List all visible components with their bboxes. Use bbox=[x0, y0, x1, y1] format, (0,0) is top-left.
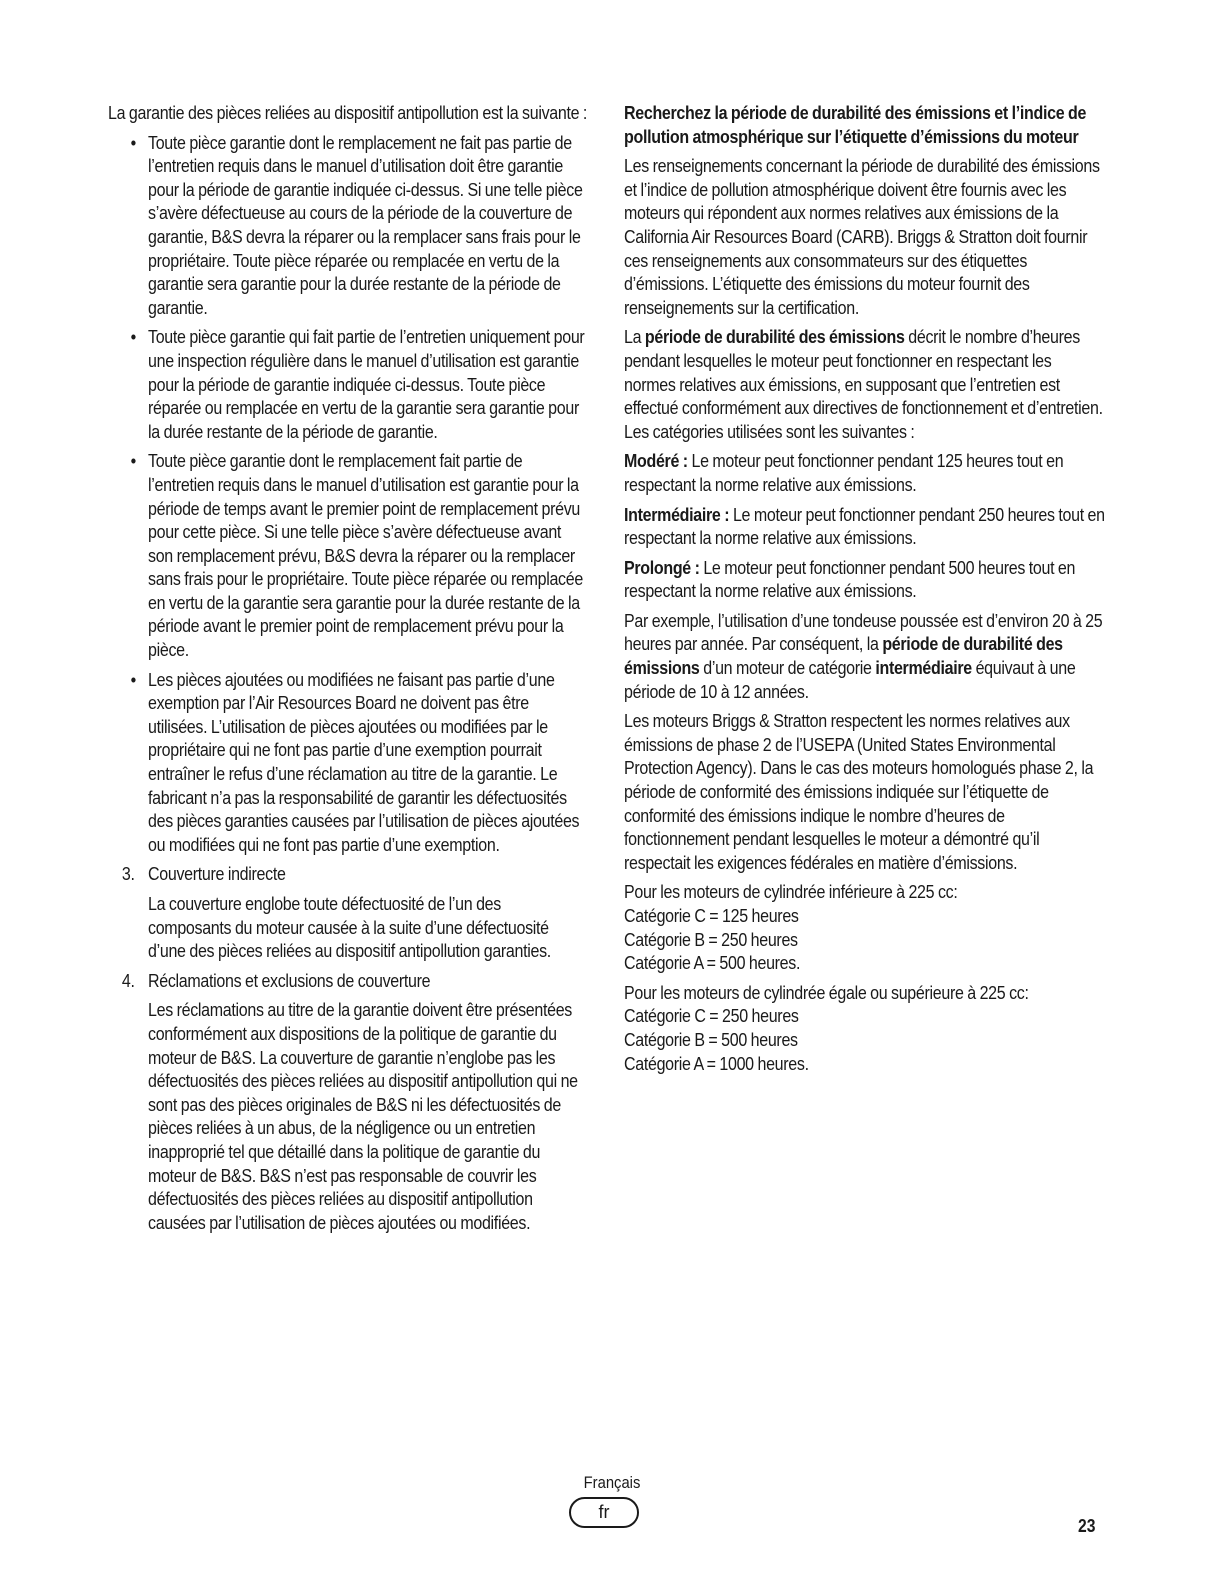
intro-paragraph: La garantie des pièces reliées au dispositif antipollution est la suivante : bbox=[108, 102, 588, 123]
categories-intro: Pour les moteurs de cylindrée égale ou supérieure à 225 cc: bbox=[624, 981, 1029, 1003]
category-line: Catégorie A = 500 heures. bbox=[624, 952, 801, 974]
category-line: Catégorie B = 500 heures bbox=[624, 1028, 798, 1050]
paragraph-example: Par exemple, l’utilisation d’une tondeuse poussée est d’environ 20 à 25 heures par année. Par conséquent, la période de durabilité des émissions d’un moteur de catégorie intermédiaire équivaut à une période de 10 à 12 années. bbox=[624, 609, 1103, 702]
category-line: Catégorie C = 250 heures bbox=[624, 1005, 799, 1027]
item-number: 4. bbox=[121, 969, 135, 991]
category-line: Catégorie B = 250 heures bbox=[624, 928, 798, 950]
language-code-badge: fr bbox=[569, 1497, 639, 1528]
bullet-item: • Toute pièce garantie dont le remplacement ne fait pas partie de l’entretien requis dans le manuel d’utilisation doit être garantie pour la période de garantie indiquée ci-dessus. Si une telle pièce s’avère défectueuse au cours de la période de la couverture de garantie, B&S devra la réparer ou la remplacer sans frais pour le propriétaire. Toute pièce réparée ou remplacée en vertu de la garantie sera garantie pour la durée restante de la période de garantie. bbox=[108, 131, 587, 320]
paragraph-durability: La période de durabilité des émissions décrit le nombre d’heures pendant lesquelles le moteur peut fonctionner en respectant les normes relatives aux émissions, en supposant que l’entretien est effectué conformément aux directives de fonctionnement et d’entretien. Les catégories utilisées sont les suivantes : bbox=[624, 326, 1103, 442]
bullet-item: • Toute pièce garantie qui fait partie de l’entretien uniquement pour une inspection régulière dans le manuel d’utilisation est garantie pour la période de garantie indiquée ci-dessus. Toute pièce réparée ou remplacée en vertu de la garantie sera garantie pour la durée restante de la période de garantie. bbox=[108, 325, 587, 443]
category-line: Catégorie C = 125 heures bbox=[624, 905, 799, 926]
bold-term: période de durabilité des émissions bbox=[644, 326, 905, 348]
item-title: Couverture indirecte bbox=[148, 863, 286, 885]
footer-language-label: Français bbox=[583, 1473, 641, 1492]
right-column bbox=[624, 101, 1105, 1075]
bullet-item: • Toute pièce garantie dont le remplacement fait partie de l’entretien requis dans le manuel d’utilisation est garantie pour la période de temps avant le premier point de remplacement prévu pour cette pièce. Si une telle pièce s’avère défectueuse avant son remplacement prévu, B&S devra la réparer ou la remplacer sans frais pour le propriétaire. Toute pièce réparée ou remplacée en vertu de la garantie sera garantie pour la durée restante de la période avant le premier point de remplacement prévu pour la pièce. bbox=[108, 449, 587, 661]
bullet-item: • Les pièces ajoutées ou modifiées ne faisant pas partie d’une exemption par l’Air Resources Board ne doivent pas être utilisées. L’utilisation de pièces ajoutées ou modifiées par le propriétaire qui ne font pas partie d’une exemption pourrait entraîner le refus d’une réclamation au titre de la garantie. Le fabricant n’a pas la responsabilité de garantir les défectuosités des pièces garanties causées par l’utilisation de pièces ajoutées ou modifiées qui ne font pas partie d’une exemption. bbox=[108, 668, 587, 857]
numbered-item-4 bbox=[108, 969, 587, 1235]
item-title: Réclamations et exclusions de couverture bbox=[148, 969, 431, 991]
small-engine-categories bbox=[624, 880, 1105, 974]
bold-term: intermédiaire bbox=[875, 657, 972, 679]
item-body: La couverture englobe toute défectuosité de l’un des composants du moteur causée à la suite d’une défectuosité d’une des pièces reliées au dispositif antipollution garanties. bbox=[148, 893, 551, 962]
item-number: 3. bbox=[121, 863, 135, 885]
left-column bbox=[108, 101, 587, 1240]
numbered-list bbox=[108, 862, 587, 1234]
paragraph: Les renseignements concernant la période de durabilité des émissions et l’indice de pollution atmosphérique doivent être fournis avec les moteurs qui répondent aux normes relatives aux émissions de la California Air Resources Board (CARB). Briggs & Stratton doit fournir ces renseignements aux consommateurs sur des étiquettes d’émissions. L’étiquette des émissions du moteur fournit des renseignements sur la certification. bbox=[624, 155, 1100, 318]
paragraph-usepa: Les moteurs Briggs & Stratton respectent les normes relatives aux émissions de phase 2 de l’USEPA (United States Environmental Protection Agency). Dans le cas des moteurs homologués phase 2, la période de conformité des émissions indiquée sur l’étiquette de conformité des émissions indique le nombre d’heures de fonctionnement pendant lesquelles le moteur a démontré qu’il respectait les exigences fédérales en matière d’émissions. bbox=[624, 710, 1094, 873]
warranty-bullet-list bbox=[108, 131, 587, 857]
category-intermediate: Intermédiaire : Le moteur peut fonctionner pendant 250 heures tout en respectant la norme relative aux émissions. bbox=[624, 503, 1105, 549]
large-engine-categories bbox=[624, 981, 1105, 1075]
category-moderate: Modéré : Le moteur peut fonctionner pendant 125 heures tout en respectant la norme relative aux émissions. bbox=[624, 450, 1064, 495]
bold-term: période de durabilité des émissions bbox=[624, 633, 1063, 679]
category-label: Prolongé : bbox=[624, 556, 700, 578]
category-extended: Prolongé : Le moteur peut fonctionner pendant 500 heures tout en respectant la norme relative aux émissions. bbox=[624, 556, 1076, 602]
category-line: Catégorie A = 1000 heures. bbox=[624, 1052, 809, 1074]
numbered-item-3 bbox=[108, 862, 587, 962]
page-number: 23 bbox=[1078, 1516, 1096, 1536]
section-heading: Recherchez la période de durabilité des émissions et l’indice de pollution atmosphérique sur l’étiquette d’émissions du moteur bbox=[624, 102, 1087, 147]
categories-intro: Pour les moteurs de cylindrée inférieure à 225 cc: bbox=[624, 881, 958, 903]
category-label: Modéré : bbox=[624, 450, 688, 472]
item-body: Les réclamations au titre de la garantie doivent être présentées conformément aux dispositions de la politique de garantie du moteur de B&S. La couverture de garantie n’englobe pas les défectuosités des pièces reliées au dispositif antipollution qui ne sont pas des pièces originales de B&S ni les défectuosités de pièces reliées à un abus, de la négligence ou un entretien inapproprié tel que détaillé dans la politique de garantie du moteur de B&S. B&S n’est pas responsable de couvrir les défectuosités des pièces reliées au dispositif antipollution causées par l’utilisation de pièces ajoutées ou modifiées. bbox=[148, 999, 578, 1233]
category-label: Intermédiaire : bbox=[624, 503, 730, 525]
